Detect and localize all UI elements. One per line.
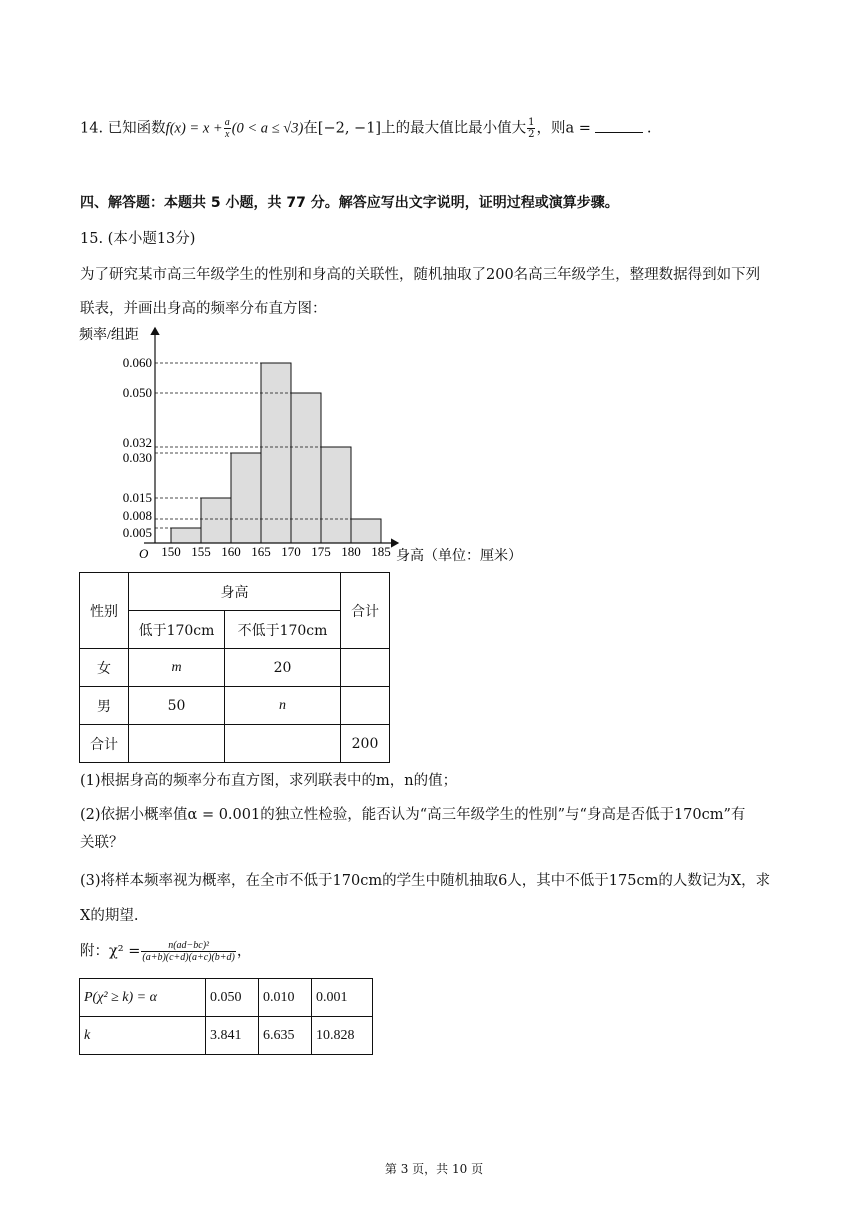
row-label: 男 xyxy=(80,687,129,725)
k-cell: 3.841 xyxy=(206,1017,259,1055)
cell-male-high: n xyxy=(225,687,341,725)
table-row xyxy=(80,979,373,1017)
k-row-label: k xyxy=(80,1017,206,1055)
cell-total-high xyxy=(225,725,341,763)
x-tick-label: 170 xyxy=(281,544,301,559)
sub-question-1: (1)根据身高的频率分布直方图，求列联表中的m，n的值； xyxy=(80,773,458,789)
contingency-table xyxy=(79,572,390,763)
x-tick-label: 165 xyxy=(251,544,271,559)
x-axis-label: 身高（单位：厘米） xyxy=(396,549,522,564)
cell-total-low xyxy=(129,725,225,763)
y-axis-label: 频率/组距 xyxy=(79,328,139,343)
histogram-bar xyxy=(231,453,261,543)
table-row xyxy=(80,649,390,687)
chi-square-numerator: n(ad−bc)² xyxy=(141,940,236,952)
sub-question-2-line2: 关联？ xyxy=(80,835,124,851)
cell-female-total xyxy=(341,649,390,687)
q15-intro-line1: 为了研究某市高三年级学生的性别和身高的关联性，随机抽取了200名高三年级学生，整理数据得到如下列 xyxy=(80,267,761,283)
q14-end: . xyxy=(646,120,652,137)
q14-tail: ，则a = xyxy=(536,120,591,137)
histogram-bar xyxy=(201,498,231,543)
q14-frac-num: a xyxy=(224,117,230,128)
question-14 xyxy=(80,117,651,140)
histogram-bar xyxy=(291,393,321,543)
origin-label: O xyxy=(139,546,149,561)
q14-interval-text: 在[−2, −1]上的最大值比最小值大 xyxy=(303,120,527,137)
q15-header: 15. (本小题13分) xyxy=(80,231,196,247)
sub-question-2-line1: (2)依据小概率值α = 0.001的独立性检验，能否认为“高三年级学生的性别”与“身高是否低于170cm”有 xyxy=(80,807,746,823)
appendix-tail: ， xyxy=(236,943,252,960)
appendix-label: 附：χ² = xyxy=(80,943,141,960)
histogram-bar xyxy=(351,519,381,543)
x-tick-label: 155 xyxy=(191,544,211,559)
answer-blank xyxy=(595,118,643,133)
q14-fraction xyxy=(224,117,231,140)
q14-condition: (0 < a ≤ √3) xyxy=(231,120,304,137)
cell-male-low: 50 xyxy=(129,687,225,725)
q14-frac-den: x xyxy=(224,129,230,140)
histogram-bar xyxy=(321,447,351,543)
header-total: 合计 xyxy=(341,573,390,649)
header-gender: 性别 xyxy=(80,573,129,649)
q14-prefix: 14. 已知函数 xyxy=(80,120,166,137)
q15-intro-line2: 联表，并画出身高的频率分布直方图： xyxy=(80,301,327,317)
q14-function: f(x) = x + xyxy=(165,120,223,137)
table-row xyxy=(80,1017,373,1055)
chi-square-fraction xyxy=(141,940,236,963)
q14-half-den: 2 xyxy=(528,129,535,140)
row-label: 女 xyxy=(80,649,129,687)
q14-half-num: 1 xyxy=(528,117,535,128)
cell-female-high: 20 xyxy=(225,649,341,687)
row-label: 合计 xyxy=(80,725,129,763)
y-tick-label: 0.005 xyxy=(122,525,152,540)
critical-value-table xyxy=(79,978,373,1055)
x-tick-label: 180 xyxy=(341,544,361,559)
page-footer: 第 3 页，共 10 页 xyxy=(384,1162,484,1176)
q14-half xyxy=(527,117,535,140)
y-tick-label: 0.008 xyxy=(122,508,152,523)
subheader-not-below-170: 不低于170cm xyxy=(225,611,341,649)
cell-female-low: m xyxy=(129,649,225,687)
y-tick-label: 0.032 xyxy=(122,435,152,450)
sub-question-3-line1: (3)将样本频率视为概率，在全市不低于170cm的学生中随机抽取6人，其中不低于175cm的人数记为X，求 xyxy=(80,873,771,889)
x-tick-label: 150 xyxy=(161,544,181,559)
y-tick-label: 0.015 xyxy=(122,490,152,505)
header-height: 身高 xyxy=(129,573,341,611)
x-tick-label: 160 xyxy=(221,544,241,559)
subheader-below-170: 低于170cm xyxy=(129,611,225,649)
y-tick-label: 0.030 xyxy=(122,450,152,465)
chi-square-formula xyxy=(80,940,251,963)
alpha-cell: 0.050 xyxy=(206,979,259,1017)
histogram-bar xyxy=(261,363,291,543)
k-cell: 10.828 xyxy=(312,1017,373,1055)
alpha-cell: 0.010 xyxy=(259,979,312,1017)
table-row xyxy=(80,725,390,763)
alpha-row-label: P(χ² ≥ k) = α xyxy=(80,979,206,1017)
cell-grand-total: 200 xyxy=(341,725,390,763)
table-row xyxy=(80,687,390,725)
x-tick-label: 185 xyxy=(371,544,391,559)
sub-question-3-line2: X的期望. xyxy=(80,908,139,924)
y-tick-label: 0.060 xyxy=(122,355,152,370)
x-tick-label: 175 xyxy=(311,544,331,559)
chi-square-denominator: (a+b)(c+d)(a+c)(b+d) xyxy=(142,952,235,963)
alpha-cell: 0.001 xyxy=(312,979,373,1017)
cell-male-total xyxy=(341,687,390,725)
section-four-heading: 四、解答题：本题共 5 小题，共 77 分。解答应写出文字说明，证明过程或演算步骤。 xyxy=(80,195,619,211)
k-cell: 6.635 xyxy=(259,1017,312,1055)
histogram-bar xyxy=(171,528,201,543)
height-histogram xyxy=(76,322,556,572)
y-tick-label: 0.050 xyxy=(122,385,152,400)
